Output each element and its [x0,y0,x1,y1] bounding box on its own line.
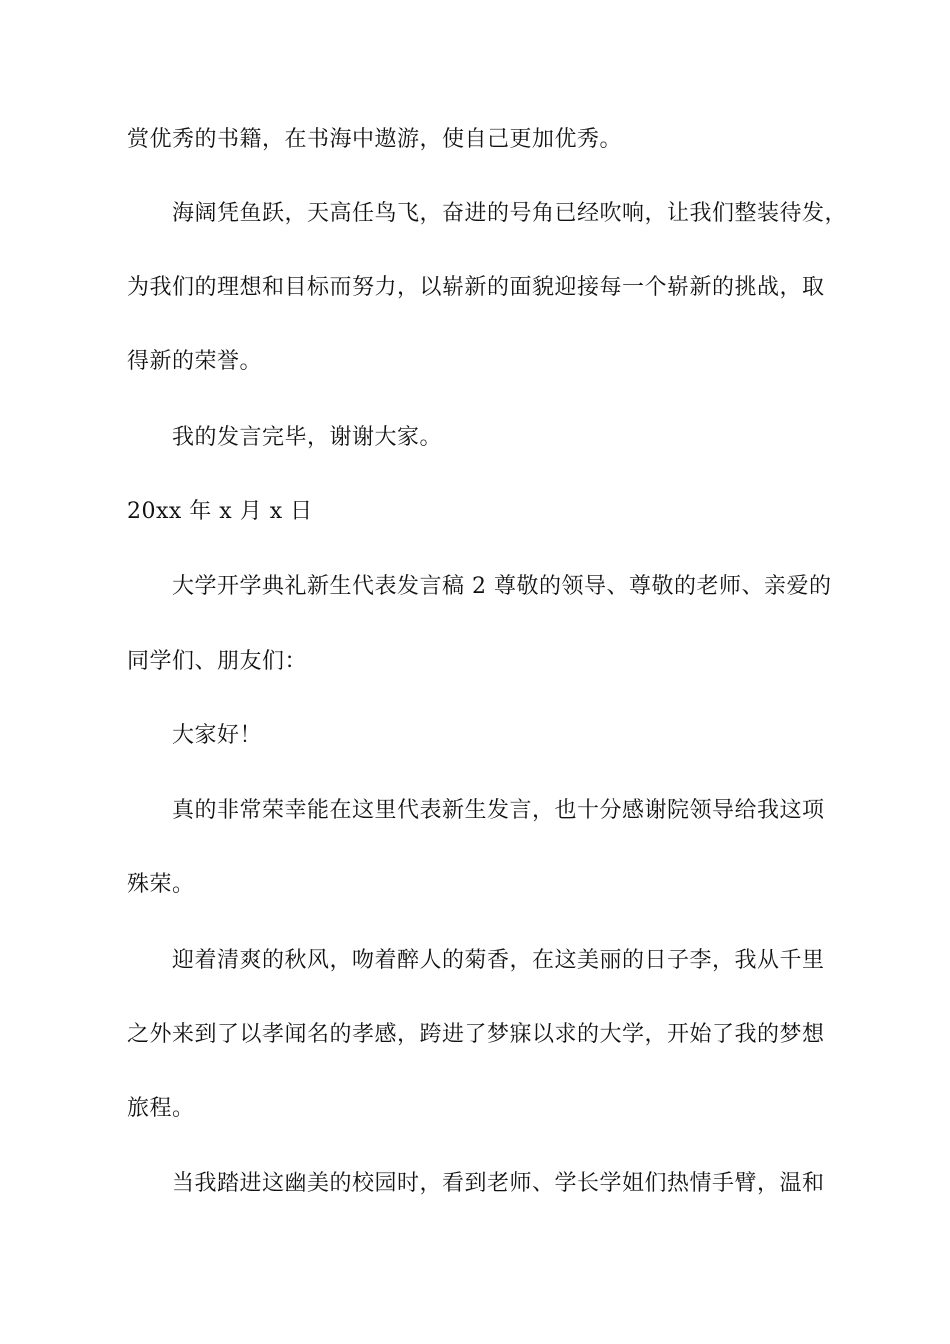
greeting-line: 大家好！ [172,723,263,748]
text-line: 得新的荣誉。 [127,349,263,374]
text-line: 旅程。 [127,1096,195,1121]
text-line: 为我们的理想和目标而努力，以崭新的面貌迎接每一个崭新的挑战，取 [127,275,825,300]
text-line: 迎着清爽的秋风，吻着醉人的菊香，在这美丽的日子李，我从千里 [172,948,825,973]
text-line: 真的非常荣幸能在这里代表新生发言，也十分感谢院领导给我这项 [172,798,825,823]
text-line: 海阔凭鱼跃，天高任鸟飞，奋进的号角已经吹响，让我们整装待发， [172,201,848,226]
text-line: 赏优秀的书籍，在书海中遨游，使自己更加优秀。 [127,127,623,152]
text-line: 当我踏进这幽美的校园时，看到老师、学长学姐们热情手臂，温和 [172,1171,825,1196]
text-line: 同学们、朋友们： [127,649,308,674]
text-line: 殊荣。 [127,872,195,897]
text-line: 之外来到了以孝闻名的孝感，跨进了梦寐以求的大学，开始了我的梦想 [127,1022,825,1047]
text-line: 我的发言完毕，谢谢大家。 [172,425,443,450]
text-line: 大学开学典礼新生代表发言稿 2 尊敬的领导、尊敬的老师、亲爱的 [172,574,832,599]
date-line: 20xx 年 x 月 x 日 [127,499,313,524]
